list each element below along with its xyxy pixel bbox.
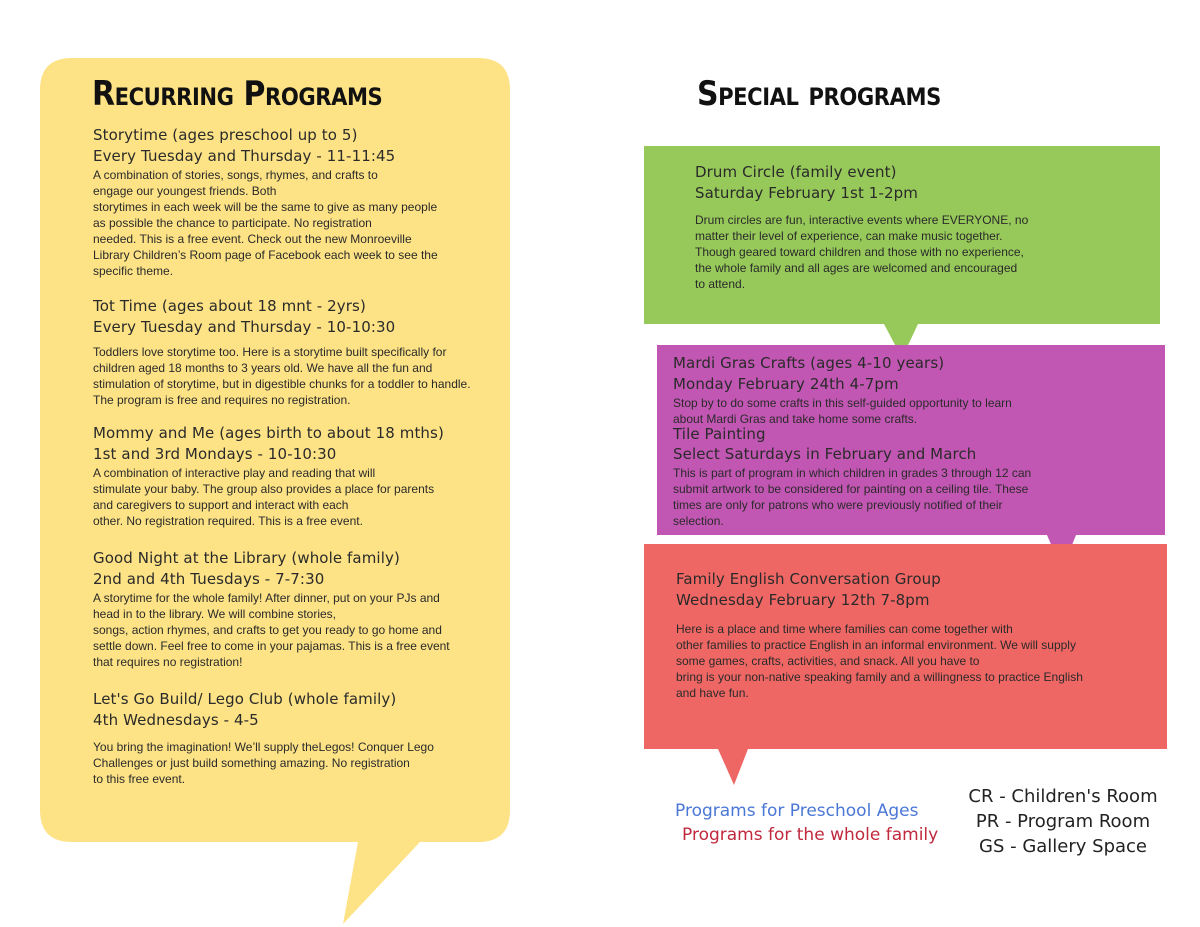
program-title: Mommy and Me (ages birth to about 18 mths) xyxy=(93,424,444,442)
program-description: This is part of program in which children in grades 3 through 12 can submit artwork to be considered for painting on a ceiling tile. These times are only for patrons who were previously notified of their selection. xyxy=(673,466,1032,528)
program-description: A combination of stories, songs, rhymes, and crafts to engage our youngest friends. Both storytimes in each week will be the same to give as many people as possible the chance to participate. No registration needed. This is a free event. Check out the new Monroeville Library Children’s Room page of Facebook each week to see the specific theme. xyxy=(93,168,438,278)
program-schedule: Wednesday February 12th 7-8pm xyxy=(676,591,930,609)
program-description: Toddlers love storytime too. Here is a storytime built specifically for children aged 18 months to 3 years old. We have all the fun and stimulation of storytime, but in digestible chunks for a toddler to handle. The program is free and requires no registration. xyxy=(93,345,471,407)
program-schedule: Every Tuesday and Thursday - 10-10:30 xyxy=(93,318,396,336)
legend-preschool: Programs for Preschool Ages xyxy=(675,801,919,821)
room-gs: GS - Gallery Space xyxy=(979,836,1147,857)
room-cr: CR - Children's Room xyxy=(968,786,1158,807)
program-title: Good Night at the Library (whole family) xyxy=(93,549,400,567)
program-description: You bring the imagination! We’ll supply theLegos! Conquer Lego Challenges or just build something amazing. No registration to this free event. xyxy=(93,740,434,786)
legend-whole-family: Programs for the whole family xyxy=(682,825,939,845)
special-tile-painting xyxy=(673,425,1031,529)
recurring-programs-heading: Recurring Programs xyxy=(92,74,383,114)
program-title: Tile Painting xyxy=(673,425,766,443)
program-description: A storytime for the whole family! After dinner, put on your PJs and head in to the library. We will combine stories, songs, action rhymes, and crafts to get you ready to go home and settle down. Feel free to come in your pajamas. This is a free event that requires no registration! xyxy=(93,591,450,669)
program-schedule: Select Saturdays in February and March xyxy=(673,445,977,463)
special-drum-circle xyxy=(695,162,1028,292)
program-title: Tot Time (ages about 18 mnt - 2yrs) xyxy=(93,297,366,315)
program-mommy-and-me xyxy=(93,423,444,529)
program-description: A combination of interactive play and reading that will stimulate your baby. The group also provides a place for parents and caregivers to support and interact with each other. No registration required. This is a free event. xyxy=(93,466,435,528)
program-schedule: Monday February 24th 4-7pm xyxy=(673,375,899,393)
program-good-night xyxy=(93,548,450,670)
program-title: Mardi Gras Crafts (ages 4-10 years) xyxy=(673,354,945,372)
program-schedule: 4th Wednesdays - 4-5 xyxy=(93,711,259,729)
program-schedule: Saturday February 1st 1-2pm xyxy=(695,184,918,202)
program-description: Stop by to do some crafts in this self-guided opportunity to learn about Mardi Gras and take home some crafts. xyxy=(673,396,1012,426)
program-schedule: Every Tuesday and Thursday - 11-11:45 xyxy=(93,147,396,165)
program-lego-club xyxy=(93,689,434,787)
program-tot-time xyxy=(93,296,471,408)
special-programs-heading: Special programs xyxy=(697,74,941,114)
program-title: Storytime (ages preschool up to 5) xyxy=(93,126,358,144)
room-pr: PR - Program Room xyxy=(975,811,1151,832)
program-description: Drum circles are fun, interactive events where EVERYONE, no matter their level of experience, can make music together. Though geared toward children and those with no experience, the whole family and all ages are welcomed and encouraged to attend. xyxy=(695,213,1029,291)
program-storytime xyxy=(93,125,438,279)
special-mardi-gras xyxy=(673,353,1012,427)
program-title: Family English Conversation Group xyxy=(676,570,941,588)
program-description: Here is a place and time where families can come together with other families to practice English in an informal environment. We will supply some games, crafts, activities, and snack. All you have to bring is your non-native speaking family and a willingness to practice English and have fun. xyxy=(676,622,1083,700)
special-english-conversation xyxy=(676,569,1083,701)
program-title: Drum Circle (family event) xyxy=(695,163,897,181)
program-schedule: 2nd and 4th Tuesdays - 7-7:30 xyxy=(93,570,325,588)
program-title: Let's Go Build/ Lego Club (whole family) xyxy=(93,690,397,708)
rooms-key xyxy=(963,784,1163,859)
program-schedule: 1st and 3rd Mondays - 10-10:30 xyxy=(93,445,337,463)
